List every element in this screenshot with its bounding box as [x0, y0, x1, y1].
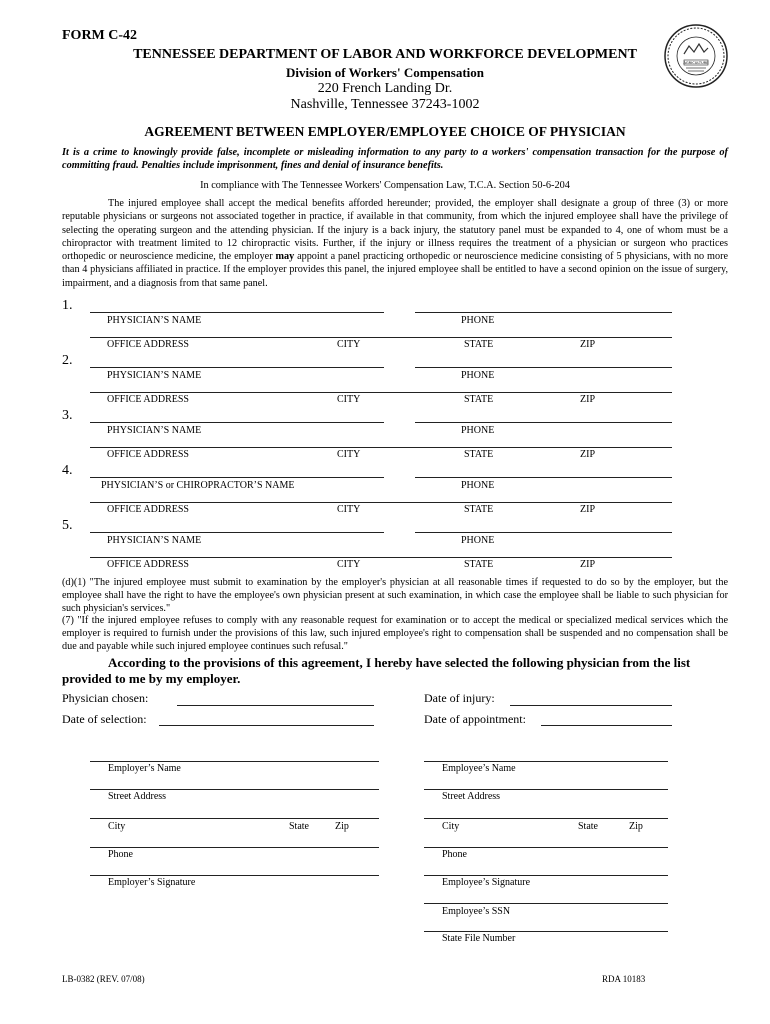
- employee-city-label: City: [442, 821, 460, 832]
- physician-phone-label: PHONE: [461, 315, 495, 326]
- date-of-injury-label: Date of injury:: [424, 691, 495, 705]
- city-label: CITY: [337, 394, 361, 405]
- zip-label: ZIP: [580, 339, 595, 350]
- physician-name-label: PHYSICIAN’S or CHIROPRACTOR’S NAME: [101, 480, 295, 491]
- employee-ssn-input[interactable]: [424, 903, 668, 904]
- physician-name-label: PHYSICIAN’S NAME: [107, 315, 202, 326]
- address-line-2: Nashville, Tennessee 37243-1002: [290, 97, 480, 112]
- employer-zip-label: Zip: [335, 821, 349, 832]
- physician-phone-label: PHONE: [461, 535, 495, 546]
- agreement-statement: According to the provisions of this agreement, I hereby have selected the following physician from the list provided to me by my employer.: [62, 655, 691, 686]
- employer-phone-label: Phone: [108, 849, 133, 860]
- physician-address-input[interactable]: [90, 337, 672, 338]
- employee-ssn-label: Employee’s SSN: [442, 906, 511, 917]
- physician-address-input[interactable]: [90, 392, 672, 393]
- physician-number: 1.: [62, 298, 73, 313]
- fraud-warning: It is a crime to knowingly provide false, incomplete or misleading information to any party to a workers' compensation transaction for the purpose of committing fraud. Penalties include imprisonment, fines and denial of insurance benefits.: [62, 147, 728, 171]
- physician-name-input[interactable]: [90, 312, 384, 313]
- state-label: STATE: [464, 504, 494, 515]
- zip-label: ZIP: [580, 504, 595, 515]
- physician-phone-label: PHONE: [461, 425, 495, 436]
- date-of-appointment-input[interactable]: [541, 725, 672, 726]
- statutory-paragraph: [62, 197, 728, 290]
- date-of-selection-input[interactable]: [159, 725, 374, 726]
- employee-phone-input[interactable]: [424, 847, 668, 848]
- state-label: STATE: [464, 559, 494, 570]
- employee-street-label: Street Address: [442, 791, 501, 802]
- date-of-injury-input[interactable]: [510, 705, 672, 706]
- employer-name-label: Employer’s Name: [108, 763, 181, 774]
- office-address-label: OFFICE ADDRESS: [107, 394, 189, 405]
- employee-state-label: State: [578, 821, 598, 832]
- employer-phone-input[interactable]: [90, 847, 379, 848]
- paragraph-part-1: The injured employee shall accept the medical benefits afforded hereunder; provided, the employer shall designate a group of three (3) or more reputable physicians or surgeons not associated together in practice, if available in that community, from which the injured employee shall have the privilege of selecting the operating surgeon and the attending physician. If the injury is a back injury, the statutory panel must be expanded to 4, one of whom must be a chiropractor with treatment limited to 12 chiropractic visits. Further, if the injury or illness requires the treatment of a physician or surgeon who practices orthopedic or neuroscience medicine, the employer: [62, 198, 728, 263]
- physician-number: 5.: [62, 518, 73, 533]
- employer-city-label: City: [108, 821, 126, 832]
- provision-d1: (d)(1) "The injured employee must submit to examination by the employer's physician at all reasonable times if requested to do so by the employer, but the employee shall have the right to have the employee's own physician present at such examination, in which case the employee shall be liable to such physician for such physician's services.": [62, 577, 728, 614]
- physician-address-input[interactable]: [90, 557, 672, 558]
- physician-name-input[interactable]: [90, 367, 384, 368]
- state-file-number-label: State File Number: [442, 933, 516, 944]
- legal-provisions: [62, 577, 728, 654]
- physician-chosen-input[interactable]: [177, 705, 374, 706]
- physician-number: 4.: [62, 463, 73, 478]
- physician-phone-input[interactable]: [415, 422, 672, 423]
- physician-phone-input[interactable]: [415, 532, 672, 533]
- employer-street-label: Street Address: [108, 791, 167, 802]
- address-line-1: 220 French Landing Dr.: [317, 81, 453, 96]
- physician-phone-label: PHONE: [461, 370, 495, 381]
- employer-city-input[interactable]: [90, 818, 379, 819]
- state-label: STATE: [464, 449, 494, 460]
- department-name: TENNESSEE DEPARTMENT OF LABOR AND WORKFORCE DEVELOPMENT: [133, 47, 637, 62]
- employee-signature-input[interactable]: [424, 875, 668, 876]
- city-label: CITY: [337, 449, 361, 460]
- city-label: CITY: [337, 559, 361, 570]
- date-of-appointment-label: Date of appointment:: [424, 712, 526, 726]
- physician-name-label: PHYSICIAN’S NAME: [107, 425, 202, 436]
- employer-name-input[interactable]: [90, 761, 379, 762]
- employee-name-label: Employee’s Name: [442, 763, 516, 774]
- seal-banner-text: AGRICULTURE: [683, 61, 709, 65]
- employee-zip-label: Zip: [629, 821, 643, 832]
- physician-chosen-label: Physician chosen:: [62, 691, 149, 705]
- form-id: FORM C-42: [62, 28, 138, 43]
- physician-phone-input[interactable]: [415, 312, 672, 313]
- employee-signature-label: Employee’s Signature: [442, 877, 531, 888]
- employee-street-input[interactable]: [424, 789, 668, 790]
- state-file-number-input[interactable]: [424, 931, 668, 932]
- physician-name-label: PHYSICIAN’S NAME: [107, 535, 202, 546]
- office-address-label: OFFICE ADDRESS: [107, 504, 189, 515]
- physician-name-input[interactable]: [90, 422, 384, 423]
- office-address-label: OFFICE ADDRESS: [107, 449, 189, 460]
- date-of-selection-label: Date of selection:: [62, 712, 147, 726]
- provision-7: (7) "If the injured employee refuses to comply with any reasonable request for examination or to accept the medical or specialized medical services which the employer is required to furnish under the provisions of this law, such injured employee's right to compensation shall be suspended and no compensation shall be due and payable while such injured employee continues such refusal.": [62, 615, 728, 652]
- form-title: AGREEMENT BETWEEN EMPLOYER/EMPLOYEE CHOICE OF PHYSICIAN: [144, 124, 626, 139]
- city-label: CITY: [337, 339, 361, 350]
- physician-phone-label: PHONE: [461, 480, 495, 491]
- compliance-statement: In compliance with The Tennessee Workers' Compensation Law, T.C.A. Section 50-6-204: [200, 180, 570, 191]
- zip-label: ZIP: [580, 394, 595, 405]
- zip-label: ZIP: [580, 449, 595, 460]
- physician-phone-input[interactable]: [415, 367, 672, 368]
- employee-name-input[interactable]: [424, 761, 668, 762]
- rda-number: RDA 10183: [602, 974, 646, 984]
- physician-number: 3.: [62, 408, 73, 423]
- employer-signature-label: Employer’s Signature: [108, 877, 196, 888]
- office-address-label: OFFICE ADDRESS: [107, 339, 189, 350]
- state-label: STATE: [464, 394, 494, 405]
- zip-label: ZIP: [580, 559, 595, 570]
- state-label: STATE: [464, 339, 494, 350]
- division-name: Division of Workers' Compensation: [285, 65, 485, 80]
- employee-city-input[interactable]: [424, 818, 668, 819]
- state-seal: [664, 24, 728, 88]
- employer-street-input[interactable]: [90, 789, 379, 790]
- office-address-label: OFFICE ADDRESS: [107, 559, 189, 570]
- form-code: LB-0382 (REV. 07/08): [62, 974, 145, 984]
- paragraph-bold: may: [275, 251, 295, 263]
- physician-name-label: PHYSICIAN’S NAME: [107, 370, 202, 381]
- employee-phone-label: Phone: [442, 849, 467, 860]
- physician-address-input[interactable]: [90, 447, 672, 448]
- city-label: CITY: [337, 504, 361, 515]
- physician-number: 2.: [62, 353, 73, 368]
- employer-signature-input[interactable]: [90, 875, 379, 876]
- paragraph-part-2: appoint a panel practicing orthopedic or neuroscience medicine consisting of 5 physicians, with no more than 4 physicians affiliated in practice. If the employer provides this panel, the injured employee shall be entitled to have a second opinion on the issue of surgery, impairment, and a diagnosis from that same panel.: [62, 251, 728, 289]
- physician-address-input[interactable]: [90, 502, 672, 503]
- physician-name-input[interactable]: [90, 532, 384, 533]
- physician-name-input[interactable]: [90, 477, 384, 478]
- physician-phone-input[interactable]: [415, 477, 672, 478]
- employer-state-label: State: [289, 821, 309, 832]
